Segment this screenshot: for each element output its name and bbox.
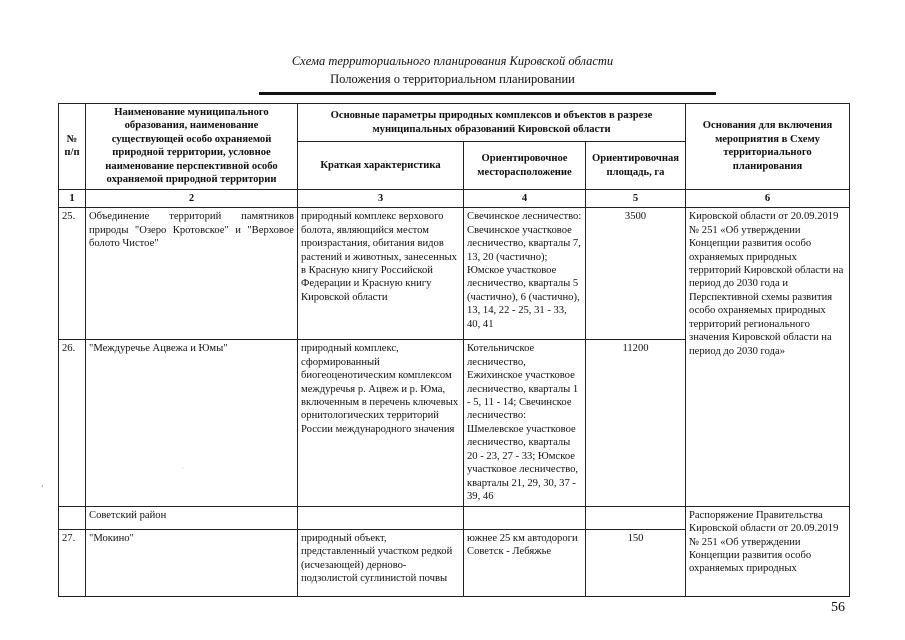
row-basis: Кировской области от 20.09.2019 № 251 «Об утверждении Концепции развития особо охраняемых природных территорий Кировской области на период до 2030 года и Перспективной схемы развития особо охраняемых природных территорий регионального значения Кировской области на период до 2030 года» [686, 208, 850, 506]
header-location: Ориентировочное месторасположение [464, 142, 586, 189]
column-number: 3 [298, 189, 464, 207]
row-name: "Междуречье Ацвежа и Юмы" [86, 340, 298, 506]
row-name: "Мокино" [86, 529, 298, 596]
page-number: 56 [831, 600, 845, 615]
row-area: 150 [586, 529, 686, 596]
district-number-cell [59, 506, 86, 529]
column-number: 1 [59, 189, 86, 207]
row-number: 26. [59, 340, 86, 506]
row-area: 3500 [586, 208, 686, 340]
header-characteristic: Краткая характеристика [298, 142, 464, 189]
scan-speck: · [41, 482, 44, 491]
header-area: Ориентировочная площадь, га [586, 142, 686, 189]
column-number: 5 [586, 189, 686, 207]
column-number: 2 [86, 189, 298, 207]
row-area: 11200 [586, 340, 686, 506]
document-title: Схема территориального планирования Кировской области [291, 54, 614, 68]
header-number: № п/п [59, 104, 86, 190]
district-empty-cell [464, 506, 586, 529]
row-number: 25. [59, 208, 86, 340]
column-number: 6 [686, 189, 850, 207]
header-rule [259, 92, 716, 95]
scan-speck: · [182, 466, 184, 472]
table-row [59, 208, 850, 340]
header-basis: Основания для включения мероприятия в Схему территориального планирования [686, 104, 850, 190]
column-number: 4 [464, 189, 586, 207]
row-characteristic: природный комплекс, сформированный биогеоценотическим комплексом междуречья р. Ацвеж и р. Юма, включенным в перечень ключевых орнитологических территорий России международного значения [298, 340, 464, 506]
district-name: Советский район [86, 506, 298, 529]
row-name: Объединение территорий памятников природы "Озеро Кротовское" и "Верховое болото Чистое" [86, 208, 298, 340]
header-parameters-group: Основные параметры природных комплексов и объектов в разрезе муниципальных образований Кировской области [298, 104, 686, 142]
row-characteristic: природный объект, представленный участком редкой (исчезающей) дерново-подзолистой суглинистой почвы [298, 529, 464, 596]
district-row [59, 506, 850, 529]
table-header-row [59, 104, 850, 142]
district-empty-cell [586, 506, 686, 529]
row-characteristic: природный комплекс верхового болота, являющийся местом произрастания, обитания видов растений и животных, занесенных в Красную книгу Российской Федерации и Красную книгу Кировской области [298, 208, 464, 340]
header-name: Наименование муниципального образования, наименование существующей особо охраняемой природной территории, условное наименование перспективной особо охраняемой природной территории [86, 104, 298, 190]
row-location: Свечинское лесничество: Свечинское участковое лесничество, кварталы 7, 13, 20 (частично); Юмское участковое лесничество, кварталы 5 (частично), 6 (частично), 13, 14, 22 - 25, 31 - 33, 40, 41 [464, 208, 586, 340]
column-number-row [59, 189, 850, 207]
row-location: Котельничское лесничество, Ежихинское участковое лесничество, кварталы 1 - 5, 11 - 14; Свечинское лесничество: Шмелевское участковое лесничество, кварталы 20 - 23, 27 - 33; Юмское участковое лесничество, кварталы 21, 29, 30, 37 - 39, 46 [464, 340, 586, 506]
document-subtitle: Положения о территориальном планировании [330, 72, 575, 86]
planning-table [58, 103, 850, 597]
district-empty-cell [298, 506, 464, 529]
row-location: южнее 25 км автодороги Советск - Лебяжье [464, 529, 586, 596]
row-basis: Распоряжение Правительства Кировской области от 20.09.2019 № 251 «Об утверждении Концепции развития особо охраняемых природных [686, 506, 850, 596]
row-number: 27. [59, 529, 86, 596]
